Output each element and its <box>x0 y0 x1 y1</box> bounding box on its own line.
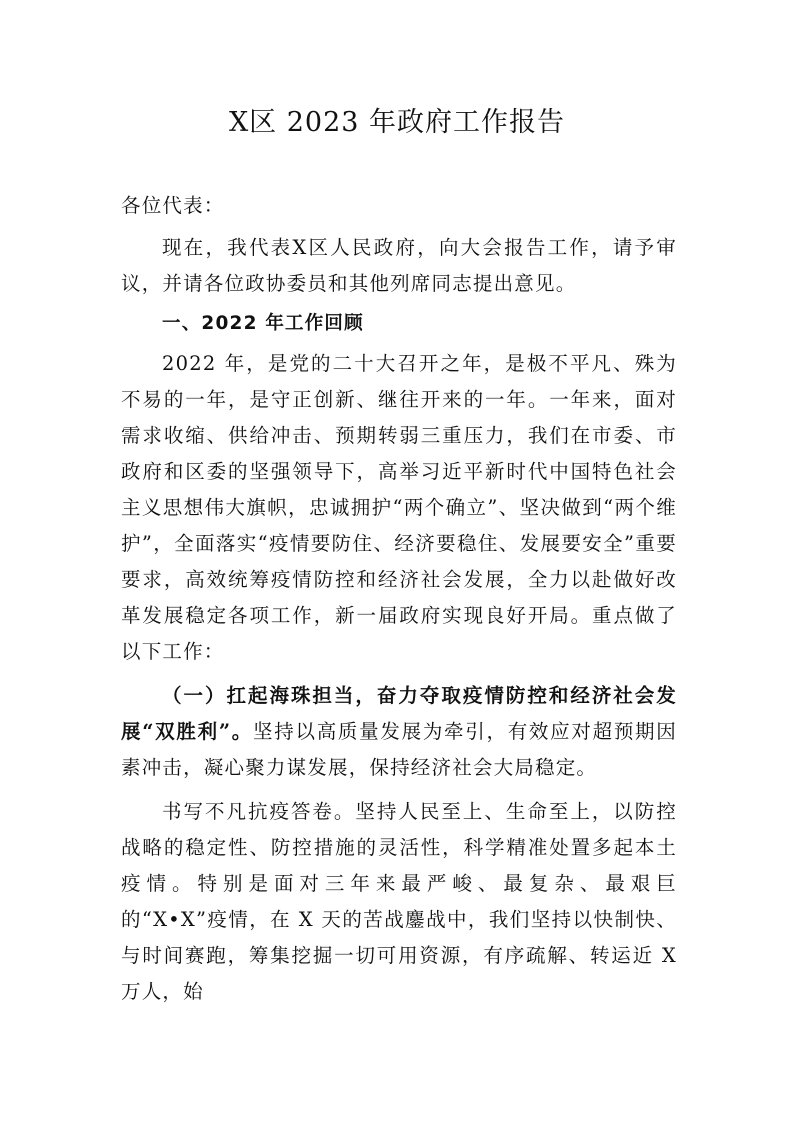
subsection-paragraph <box>121 676 677 786</box>
document-title: X区 2023 年政府工作报告 <box>228 107 566 138</box>
review-paragraph: 2022 年，是党的二十大召开之年，是极不平凡、殊为不易的一年，是守正创新、继往开来的一年。一年来，面对需求收缩、供给冲击、预期转弱三重压力，我们在市委、市政府和区委的坚强领导下，高举习近平新时代中国特色社会主义思想伟大旗帜，忠诚拥护“两个确立”、坚决做到“两个维护”，全面落实“疫情要防住、经济要稳住、发展要安全”重要要求，高效统筹疫情防控和经济社会发展，全力以赴做好改革发展稳定各项工作，新一届政府实现良好开局。重点做了以下工作： <box>121 352 677 663</box>
section-heading: 一、2022 年工作回顾 <box>162 313 364 334</box>
salutation: 各位代表： <box>121 194 225 217</box>
intro-paragraph: 现在，我代表X区人民政府，向大会报告工作，请予审议，并请各位政协委员和其他列席同志提出意见。 <box>121 236 677 295</box>
subsection-text: 坚持以高质量发展为牵引，有效应对超预期因素冲击，凝心聚力谋发展，保持经济社会大局稳定。 <box>121 720 677 779</box>
epidemic-paragraph: 书写不凡抗疫答卷。坚持人民至上、生命至上，以防控战略的稳定性、防控措施的灵活性，科学精准处置多起本土疫情。特别是面对三年来最严峻、最复杂、最艰巨的“X•X”疫情，在 X 天的苦战鏖战中，我们坚持以快制快、与时间赛跑，筹集挖掘一切可用资源，有序疏解、转运近 X 万人，始 <box>121 800 677 1003</box>
subsection-heading: （一）扛起海珠担当，奋力夺取疫情防控和经济社会发展“双胜利”。 <box>121 684 677 743</box>
document-body <box>121 186 677 1010</box>
